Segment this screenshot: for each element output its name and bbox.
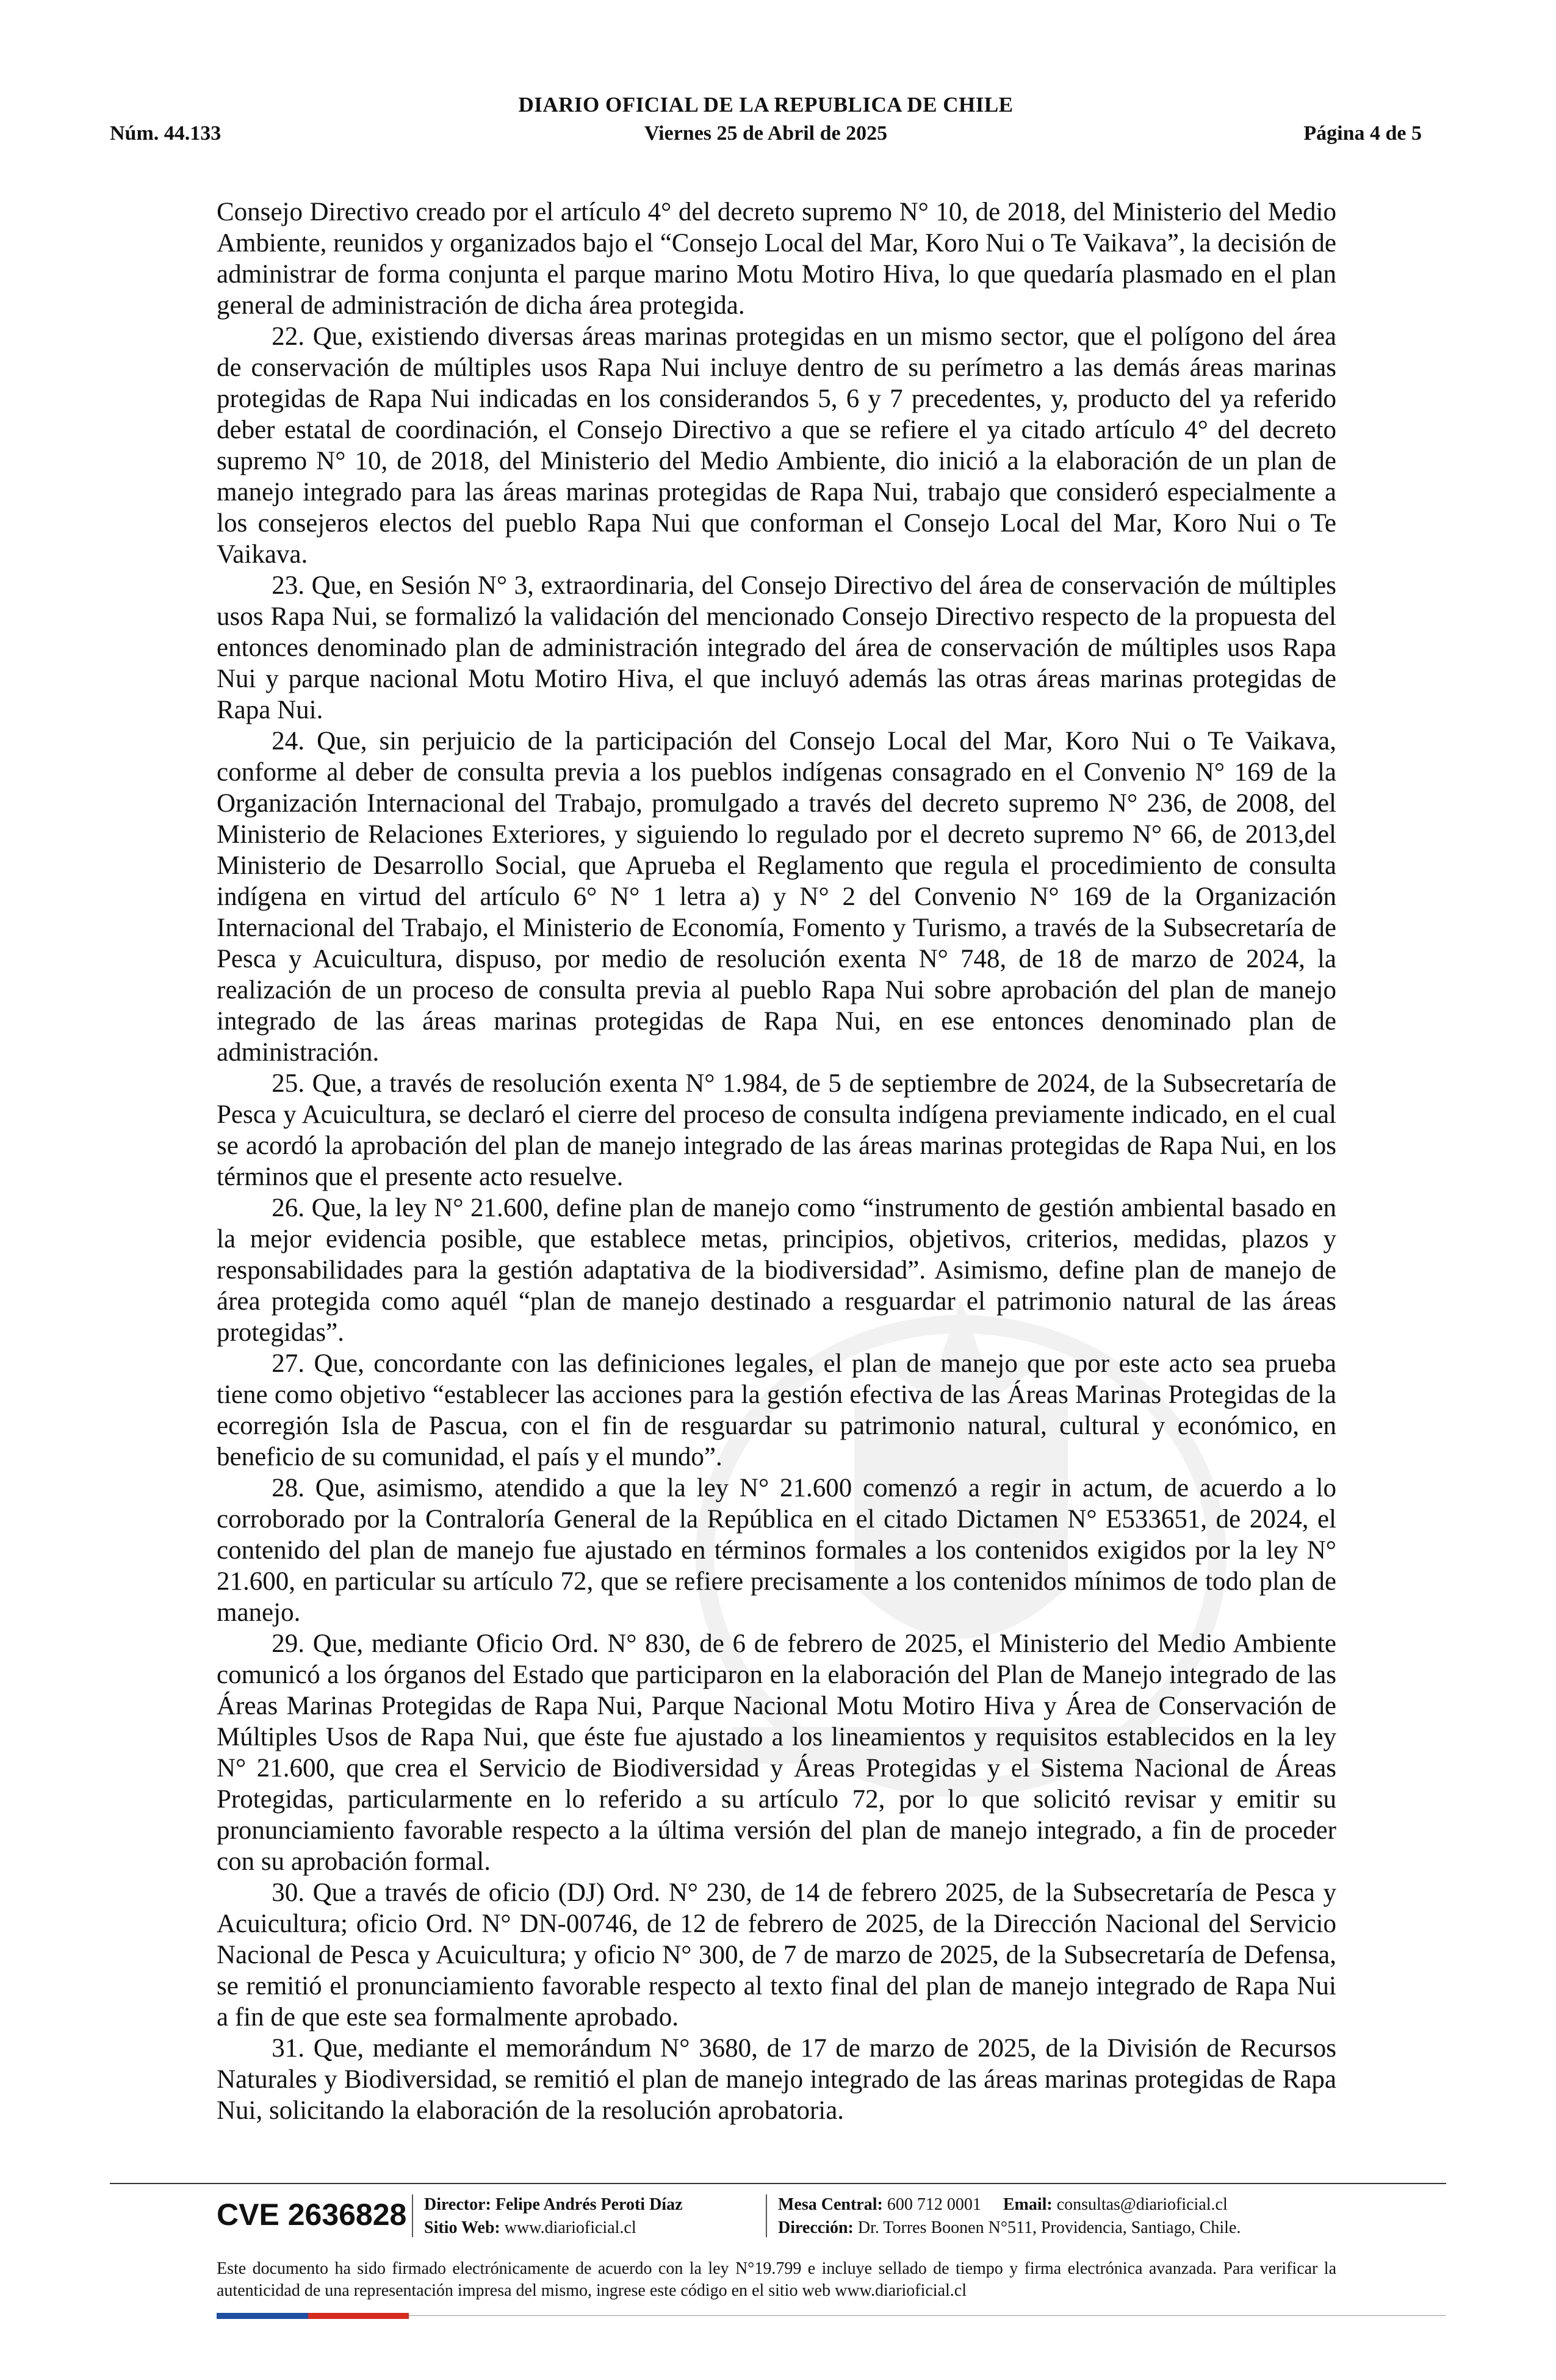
flag-stripe-red bbox=[308, 2313, 409, 2319]
footer-divider bbox=[110, 2183, 1446, 2184]
flag-stripe-blue bbox=[217, 2313, 308, 2319]
bottom-divider bbox=[409, 2315, 1446, 2316]
mesa-label: Mesa Central: bbox=[778, 2195, 883, 2214]
paragraph-29: 29. Que, mediante Oficio Ord. N° 830, de 6 de febrero de 2025, el Ministerio del Medio Ambiente comunicó a los órganos del Estado que participaron en la elaboración del Plan de Manejo integrado de las Áreas Marinas Protegidas de Rapa Nui, Parque Nacional Motu Motiro Hiva y Área de Conservación de Múltiples Usos de Rapa Nui, que éste fue ajustado a los lineamientos y requisitos establecidos en la ley N° 21.600, que crea el Servicio de Biodiversidad y Áreas Protegidas y el Sistema Nacional de Áreas Protegidas, particularmente en lo referido a su artículo 72, por lo que solicitó revisar y emitir su pronunciamiento favorable respecto a la última versión del plan de manejo integrado, a fin de proceder con su aprobación formal. bbox=[217, 1629, 1336, 1876]
paragraph-22: 22. Que, existiendo diversas áreas marinas protegidas en un mismo sector, que el polígono del área de conservación de múltiples usos Rapa Nui incluye dentro de su perímetro a las demás áreas marinas protegidas de Rapa Nui indicadas en los considerandos 5, 6 y 7 precedentes, y, producto del ya referido deber estatal de coordinación, el Consejo Directivo a que se refiere el ya citado artículo 4° del decreto supremo N° 10, de 2018, del Ministerio del Medio Ambiente, dio inició a la elaboración de un plan de manejo integrado para las áreas marinas protegidas de Rapa Nui, trabajo que consideró especialmente a los consejeros electos del pueblo Rapa Nui que conforman el Consejo Local del Mar, Koro Nui o Te Vaikava. bbox=[217, 322, 1336, 569]
paragraph-26: 26. Que, la ley N° 21.600, define plan de manejo como “instrumento de gestión ambiental basado en la mejor evidencia posible, que establece metas, principios, objetivos, criterios, medidas, plazos y responsabilidades para la gestión adaptativa de la biodiversidad”. Asimismo, define plan de manejo de área protegida como aquél “plan de manejo destinado a resguardar el patrimonio natural de las áreas protegidas”. bbox=[217, 1194, 1336, 1347]
page-indicator: Página 4 de 5 bbox=[1303, 122, 1422, 145]
footer-contact-column bbox=[778, 2193, 1241, 2240]
site-link[interactable]: www.diarioficial.cl bbox=[504, 2218, 636, 2237]
footer-director-column bbox=[424, 2193, 683, 2240]
paragraph-30: 30. Que a través de oficio (DJ) Ord. N° 230, de 14 de febrero 2025, de la Subsecretaría de Pesca y Acuicultura; oficio Ord. N° DN-00746, de 12 de febrero de 2025, de la Dirección Nacional del Servicio Nacional de Pesca y Acuicultura; y oficio N° 300, de 7 de marzo de 2025, de la Subsecretaría de Defensa, se remitió el pronunciamiento favorable respecto al texto final del plan de manejo integrado de Rapa Nui a fin de que este sea formalmente aprobado. bbox=[217, 1878, 1336, 2032]
issue-date: Viernes 25 de Abril de 2025 bbox=[644, 122, 888, 145]
address-label: Dirección: bbox=[778, 2218, 854, 2237]
paragraph-27: 27. Que, concordante con las definiciones legales, el plan de manejo que por este acto sea prueba tiene como objetivo “establecer las acciones para la gestión efectiva de las Áreas Marinas Protegidas de la ecorregión Isla de Pascua, con el fin de resguardar su patrimonio natural, cultural y económico, en beneficio de su comunidad, el país y el mundo”. bbox=[217, 1349, 1336, 1471]
mesa-phone: 600 712 0001 bbox=[887, 2195, 981, 2214]
paragraph-24: 24. Que, sin perjuicio de la participación del Consejo Local del Mar, Koro Nui o Te Vaikava, conforme al deber de consulta previa a los pueblos indígenas consagrado en el Convenio N° 169 de la Organización Internacional del Trabajo, promulgado a través del decreto supremo N° 236, de 2008, del Ministerio de Relaciones Exteriores, y siguiendo lo regulado por el decreto supremo N° 66, de 2013,del Ministerio de Desarrollo Social, que Aprueba el Reglamento que regula el procedimiento de consulta indígena en virtud del artículo 6° N° 1 letra a) y N° 2 del Convenio N° 169 de la Organización Internacional del Trabajo, el Ministerio de Economía, Fomento y Turismo, a través de la Subsecretaría de Pesca y Acuicultura, dispuso, por medio de resolución exenta N° 748, de 18 de marzo de 2024, la realización de un proceso de consulta previa al pueblo Rapa Nui sobre aprobación del plan de manejo integrado de las áreas marinas protegidas de Rapa Nui, en ese entonces denominado plan de administración. bbox=[217, 727, 1336, 1067]
paragraph-23: 23. Que, en Sesión N° 3, extraordinaria, del Consejo Directivo del área de conservación de múltiples usos Rapa Nui, se formalizó la validación del mencionado Consejo Directivo respecto de la propuesta del entonces denominado plan de administración integrado del área de conservación de múltiples usos Rapa Nui y parque nacional Motu Motiro Hiva, el que incluyó además las otras áreas marinas protegidas de Rapa Nui. bbox=[217, 571, 1336, 724]
email-link[interactable]: consultas@diarioficial.cl bbox=[1056, 2195, 1228, 2214]
paragraph-28: 28. Que, asimismo, atendido a que la ley N° 21.600 comenzó a regir in actum, de acuerdo a lo corroborado por la Contraloría General de la República en el citado Dictamen N° E533651, de 2024, el contenido del plan de manejo fue ajustado en términos formales a los contenidos exigidos por la ley N° 21.600, en particular su artículo 72, que se refiere precisamente a los contenidos mínimos de todo plan de manejo. bbox=[217, 1474, 1336, 1627]
email-label: Email: bbox=[1003, 2195, 1053, 2214]
paragraph-25: 25. Que, a través de resolución exenta N° 1.984, de 5 de septiembre de 2024, de la Subsecretaría de Pesca y Acuicultura, se declaró el cierre del proceso de consulta indígena previamente indicado, en el cual se acordó la aprobación del plan de manejo integrado de las áreas marinas protegidas de Rapa Nui, en los términos que el presente acto resuelve. bbox=[217, 1069, 1336, 1191]
cve-code: CVE 2636828 bbox=[217, 2198, 407, 2232]
page-footer bbox=[217, 2193, 1437, 2238]
paragraph-31: 31. Que, mediante el memorándum N° 3680, de 17 de marzo de 2025, de la División de Recursos Naturales y Biodiversidad, se remitió el plan de manejo integrado de las áreas marinas protegidas de Rapa Nui, solicitando la elaboración de la resolución aprobatoria. bbox=[217, 2034, 1336, 2125]
footer-separator bbox=[766, 2194, 767, 2237]
newspaper-title: DIARIO OFICIAL DE LA REPUBLICA DE CHILE bbox=[518, 93, 1014, 117]
document-body bbox=[217, 197, 1336, 2126]
address-value: Dr. Torres Boonen N°511, Providencia, Santiago, Chile. bbox=[857, 2218, 1241, 2237]
page-header bbox=[110, 93, 1422, 154]
footer-separator bbox=[412, 2194, 413, 2237]
director-name: Director: Felipe Andrés Peroti Díaz bbox=[424, 2195, 683, 2214]
issue-number: Núm. 44.133 bbox=[110, 122, 222, 145]
site-label: Sitio Web: bbox=[424, 2218, 500, 2237]
paragraph-continuation: Consejo Directivo creado por el artículo 4° del decreto supremo N° 10, de 2018, del Ministerio del Medio Ambiente, reunidos y organizados bajo el “Consejo Local del Mar, Koro Nui o Te Vaikava”, la decisión de administrar de forma conjunta el parque marino Motu Motiro Hiva, lo que quedaría plasmado en el plan general de administración de dicha área protegida. bbox=[217, 198, 1336, 320]
signature-disclaimer: Este documento ha sido firmado electrónicamente de acuerdo con la ley N°19.799 e incluye sellado de tiempo y firma electrónica avanzada. Para verificar la autenticidad de una representación impresa del mismo, ingrese este código en el sitio web www.diarioficial.cl bbox=[217, 2259, 1336, 2300]
flag-stripe bbox=[217, 2313, 409, 2319]
